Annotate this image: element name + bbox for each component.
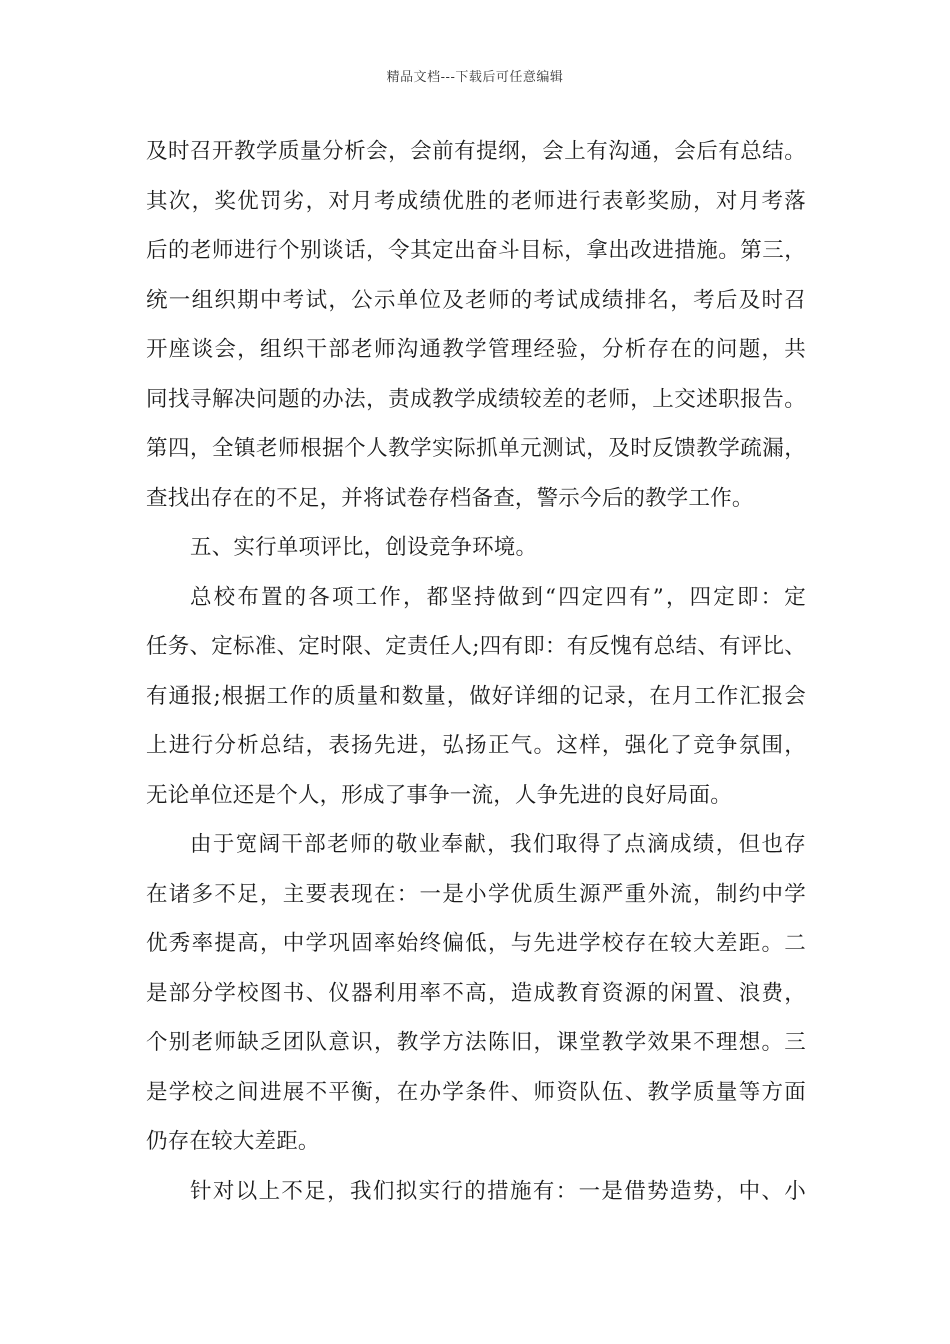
text-line: 查找出存在的不足，并将试卷存档备查，警示今后的教学工作。: [146, 485, 754, 511]
text-line: 是部分学校图书、仪器利用率不高，造成教育资源的闲置、浪费，: [146, 980, 806, 1006]
text-line: 开座谈会，组织干部老师沟通教学管理经验，分析存在的问题，共: [146, 337, 806, 362]
text-line: 其次，奖优罚劣，对月考成绩优胜的老师进行表彰奖励，对月考落: [146, 188, 806, 214]
text-line: 有通报;根据工作的质量和数量，做好详细的记录，在月工作汇报会: [146, 683, 806, 709]
text-line: 优秀率提高，中学巩固率始终偏低，与先进学校存在较大差距。二: [146, 931, 806, 956]
text-line: 总校布置的各项工作，都坚持做到“四定四有”，四定即：定: [190, 584, 806, 610]
text-line: 个别老师缺乏团队意识，教学方法陈旧，课堂教学效果不理想。三: [146, 1030, 806, 1055]
text-line: 任务、定标准、定时限、定责任人;四有即：有反愧有总结、有评比、: [146, 634, 806, 659]
document-body: [146, 132, 806, 1221]
text-line: 仍存在较大差距。: [146, 1129, 320, 1154]
text-line: 无论单位还是个人，形成了事争一流，人争先进的良好局面。: [146, 782, 732, 808]
page-header: 精品文档---下载后可任意编辑: [386, 70, 564, 85]
text-line: 由于宽阔干部老师的敬业奉献，我们取得了点滴成绩，但也存: [190, 832, 806, 857]
text-line: 及时召开教学质量分析会，会前有提纲，会上有沟通，会后有总结。: [146, 139, 806, 164]
text-line: 第四，全镇老师根据个人教学实际抓单元测试，及时反馈教学疏漏，: [146, 436, 806, 461]
text-line: 是学校之间进展不平衡，在办学条件、师资队伍、教学质量等方面: [146, 1079, 806, 1105]
text-line: 在诸多不足，主要表现在：一是小学优质生源严重外流，制约中学: [146, 881, 806, 907]
text-line: 上进行分析总结，表扬先进，弘扬正气。这样，强化了竞争氛围，: [146, 733, 806, 758]
text-line: 针对以上不足，我们拟实行的措施有：一是借势造势，中、小: [190, 1178, 806, 1204]
text-line: 统一组织期中考试，公示单位及老师的考试成绩排名，考后及时召: [146, 287, 806, 313]
text-line: 同找寻解决问题的办法，责成教学成绩较差的老师，上交述职报告。: [146, 386, 806, 412]
section-heading: 五、实行单项评比，创设竞争环境。: [190, 535, 538, 560]
text-line: 后的老师进行个别谈话，令其定出奋斗目标，拿出改进措施。第三，: [146, 238, 806, 263]
